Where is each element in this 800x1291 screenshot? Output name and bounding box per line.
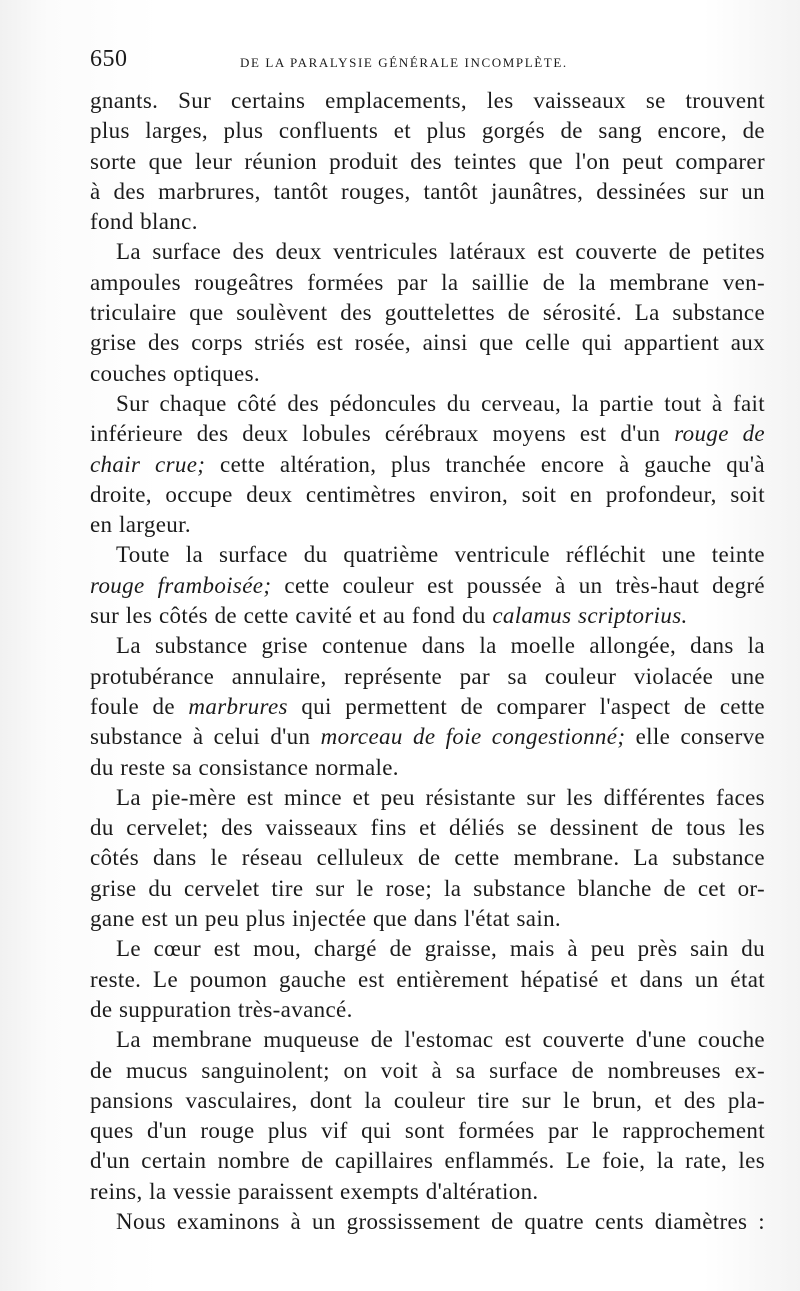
text-line: de mucus sanguinolent; on voit à sa surface de nombreuses ex- bbox=[90, 1057, 765, 1083]
page-number: 650 bbox=[90, 46, 128, 72]
text-line: plus larges, plus confluents et plus gorgés de sang encore, de bbox=[90, 118, 765, 144]
text-line: d'un certain nombre de capillaires enflammés. Le foie, la rate, les bbox=[90, 1148, 765, 1174]
text-line: reste. Le poumon gauche est entièrement hépatisé et dans un état bbox=[90, 966, 765, 992]
text-line: à des marbrures, tantôt rouges, tantôt jaunâtres, dessinées sur un bbox=[90, 178, 765, 204]
text-run: foule de bbox=[90, 693, 189, 719]
text-line bbox=[90, 571, 765, 601]
italic-phrase: calamus scriptorius. bbox=[492, 603, 688, 629]
text-line: protubérance annulaire, représente par sa couleur violacée une bbox=[90, 663, 765, 689]
text-run: inférieure des deux lobules cérébraux moyens est d'un bbox=[90, 421, 675, 447]
text-line bbox=[90, 722, 765, 752]
text-line: reins, la vessie paraissent exempts d'altération. bbox=[90, 1178, 539, 1204]
text-line: droite, occupe deux centimètres environ, soit en profondeur, soit bbox=[90, 481, 765, 507]
italic-phrase: rouge framboisée; bbox=[90, 572, 272, 598]
text-line: La substance grise contenue dans la moelle allongée, dans la bbox=[116, 633, 765, 659]
text-line: triculaire que soulèvent des gouttelettes de sérosité. La substance bbox=[90, 300, 765, 326]
text-run: qui permettent de comparer l'aspect de cette bbox=[287, 693, 765, 719]
text-run: cette altération, plus tranchée encore à gauche qu'à bbox=[205, 451, 765, 477]
text-line bbox=[90, 419, 765, 449]
text-line bbox=[90, 450, 765, 480]
text-line: couches optiques. bbox=[90, 360, 260, 386]
text-run: elle conserve bbox=[625, 724, 765, 750]
text-line: ques d'un rouge plus vif qui sont formées par le rapprochement bbox=[90, 1118, 765, 1144]
italic-phrase: marbrures bbox=[188, 693, 288, 719]
text-line: La surface des deux ventricules latéraux est couverte de petites bbox=[116, 239, 765, 265]
text-run: substance à celui d'un bbox=[90, 724, 321, 750]
italic-phrase: chair crue; bbox=[90, 451, 206, 477]
text-line: grise du cervelet tire sur le rose; la substance blanche de cet or- bbox=[90, 875, 765, 901]
text-line: sorte que leur réunion produit des teintes que l'on peut comparer bbox=[90, 148, 765, 174]
text-line: de suppuration très-avancé. bbox=[90, 996, 353, 1022]
body-text bbox=[90, 86, 765, 1237]
text-run: cette couleur est poussée à un très-haut degré bbox=[271, 572, 765, 598]
text-line: Sur chaque côté des pédoncules du cerveau, la partie tout à fait bbox=[116, 390, 765, 416]
italic-phrase: morceau de foie congestionné; bbox=[320, 724, 626, 750]
text-line: du reste sa consistance normale. bbox=[90, 754, 399, 780]
text-run: sur les côtés de cette cavité et au fond du bbox=[90, 603, 493, 629]
running-title: DE LA PARALYSIE GÉNÉRALE INCOMPLÈTE. bbox=[240, 55, 568, 70]
italic-phrase: rouge de bbox=[674, 421, 765, 447]
text-line: Le cœur est mou, chargé de graisse, mais à peu près sain du bbox=[116, 936, 765, 962]
text-line: gnants. Sur certains emplacements, les vaisseaux se trouvent bbox=[90, 88, 765, 113]
text-line bbox=[90, 601, 765, 631]
text-line: La pie-mère est mince et peu résistante sur les différentes faces bbox=[116, 784, 765, 810]
text-line bbox=[90, 692, 765, 722]
text-line: fond blanc. bbox=[90, 209, 198, 235]
text-line: grise des corps striés est rosée, ainsi que celle qui appartient aux bbox=[90, 330, 765, 356]
text-line: Toute la surface du quatrième ventricule réfléchit une teinte bbox=[116, 542, 765, 568]
text-line: en largeur. bbox=[90, 512, 191, 538]
text-line: côtés dans le réseau celluleux de cette membrane. La substance bbox=[90, 845, 765, 871]
text-line: pansions vasculaires, dont la couleur tire sur le brun, et des pla- bbox=[90, 1087, 765, 1113]
text-line: Nous examinons à un grossissement de quatre cents diamètres : bbox=[116, 1208, 765, 1234]
text-line: La membrane muqueuse de l'estomac est couverte d'une couche bbox=[116, 1027, 765, 1053]
text-line: ampoules rougeâtres formées par la saillie de la membrane ven- bbox=[90, 269, 765, 295]
text-line: gane est un peu plus injectée que dans l'état sain. bbox=[90, 906, 562, 932]
text-line: du cervelet; des vaisseaux fins et déliés se dessinent de tous les bbox=[90, 815, 765, 841]
page-header bbox=[90, 46, 770, 76]
